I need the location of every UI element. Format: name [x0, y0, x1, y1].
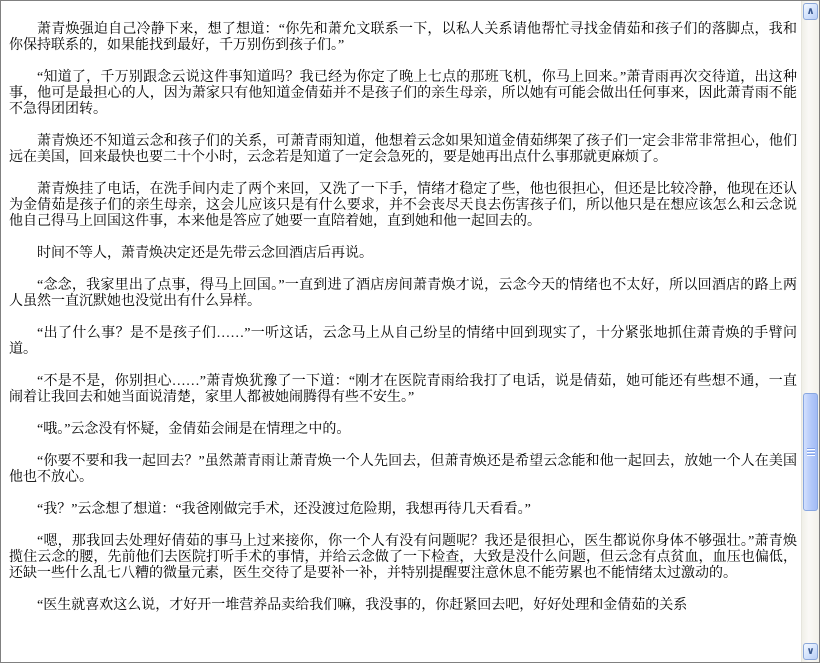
novel-text-content [1, 1, 801, 662]
thumb-grip-icon [807, 448, 815, 457]
chevron-down-icon: ∨ [806, 645, 815, 657]
scroll-down-button[interactable] [803, 643, 818, 660]
scrollbar-thumb[interactable] [803, 393, 818, 511]
paragraph: “哦。”云念没有怀疑，金倩茹会闹是在情理之中的。 [37, 422, 351, 437]
chevron-up-icon: ∧ [806, 5, 815, 17]
paragraph: “你要不要和我一起回去？”虽然萧青雨让萧青焕一个人先回去，但萧青焕还是希望云念能和他一起回去，放她一个人在美国他也不放心。 [9, 454, 797, 485]
vertical-scrollbar[interactable] [801, 1, 819, 662]
paragraph: “念念，我家里出了点事，得马上回国。”一直到进了酒店房间萧青焕才说，云念今天的情绪也不太好，所以回酒店的路上两人虽然一直沉默她也没觉出有什么异样。 [9, 278, 797, 309]
paragraph: “嗯，那我回去处理好倩茹的事马上过来接你，你一个人有没有问题呢？我还是很担心，医生都说你身体不够强壮。”萧青焕揽住云念的腰，先前他们去医院打听手术的事情，并给云念做了一下检查，大致是没什么问题，但云念有点贫血，血压也偏低，还缺一些什么乱七八糟的微量元素，医生交待了是要补一补，并特别提醒要注意休息不能劳累也不能情绪太过激动的。 [9, 534, 797, 581]
paragraph: “出了什么事？是不是孩子们……”一听这话，云念马上从自己纷呈的情绪中回到现实了，十分紧张地抓住萧青焕的手臂问道。 [9, 326, 797, 357]
paragraph: 时间不等人，萧青焕决定还是先带云念回酒店后再说。 [37, 246, 373, 261]
paragraph: “医生就喜欢这么说，才好开一堆营养品卖给我们嘛，我没事的，你赶紧回去吧，好好处理和金倩茹的关系 [37, 598, 688, 613]
scrollbar-track[interactable] [802, 22, 819, 641]
paragraph: 萧青焕还不知道云念和孩子们的关系，可萧青雨知道，他想着云念如果知道金倩茹绑架了孩子们一定会非常非常担心，他们远在美国，回来最快也要二十个小时，云念若是知道了一定会急死的，要是她再出点什么事那就更麻烦了。 [9, 134, 797, 165]
paragraph: “不是不是，你别担心……”萧青焕犹豫了一下道：“刚才在医院青雨给我打了电话，说是倩茹，她可能还有些想不通，一直闹着让我回去和她当面说清楚，家里人都被她闹腾得有些不安生。” [9, 374, 797, 405]
paragraph: “知道了，千万别跟念云说这件事知道吗？我已经为你定了晚上七点的那班飞机，你马上回来。”萧青雨再次交待道，出这种事，他可是最担心的人，因为萧家只有他知道金倩茹并不是孩子们的亲生母亲，所以她有可能会做出任何事来，因此萧青雨不能不急得团团转。 [9, 70, 797, 117]
paragraph: 萧青焕强迫自己冷静下来，想了想道：“你先和萧允文联系一下，以私人关系请他帮忙寻找金倩茹和孩子们的落脚点，我和你保持联系的，如果能找到最好，千万别伤到孩子们。” [9, 22, 797, 53]
scroll-up-button[interactable] [803, 3, 818, 20]
paragraph: 萧青焕挂了电话，在洗手间内走了两个来回，又洗了一下手，情绪才稳定了些，他也很担心，但还是比较冷静，他现在还认为金倩茹是孩子们的亲生母亲，这会儿应该只是有什么要求，并不会丧尽天良去伤害孩子们，所以他只是在想应该怎么和云念说他自己得马上回国这件事，本来他是答应了她要一直陪着她，直到她和他一起回去的。 [9, 182, 797, 229]
paragraph: “我？”云念想了想道：“我爸刚做完手术，还没渡过危险期，我想再待几天看看。” [37, 502, 531, 517]
